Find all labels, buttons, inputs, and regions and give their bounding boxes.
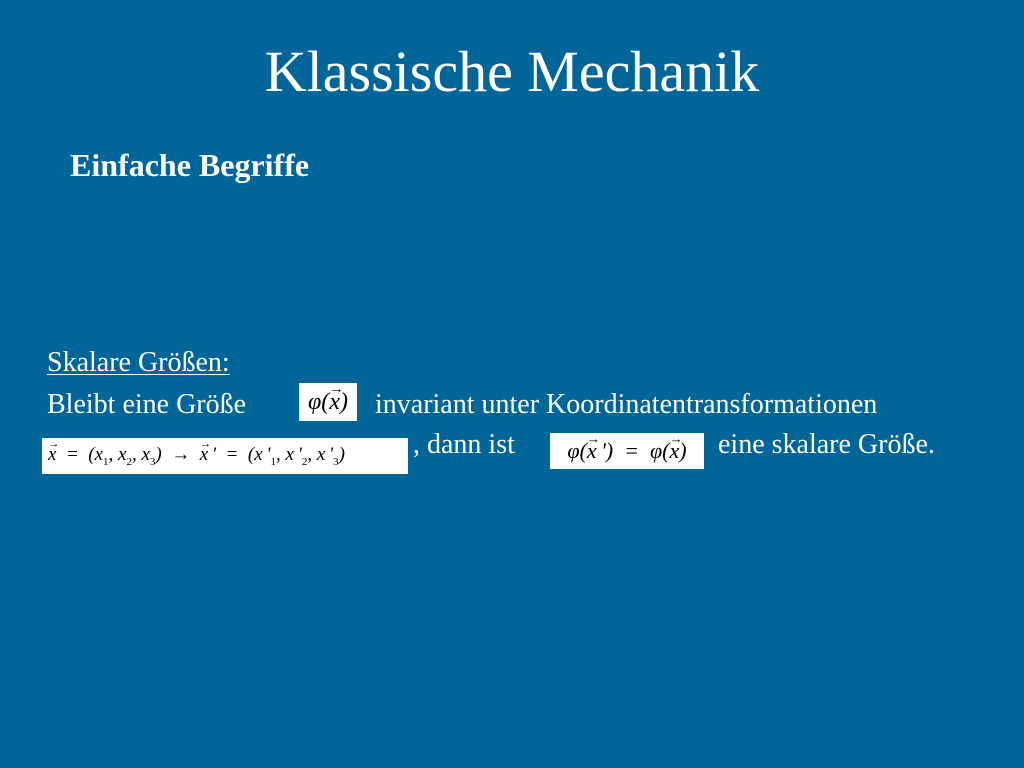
- formula-coordinate-transformation: → $x = (x_1$, $x_2$, $x_3$) → → x ' = (x '$_1$, x '$_2$, x '$_3$): [42, 438, 408, 474]
- line3-suffix-text: eine skalare Größe.: [718, 429, 935, 460]
- slide-title: Klassische Mechanik: [264, 39, 760, 104]
- slide-subtitle: Einfache Begriffe: [70, 147, 310, 183]
- formula-scalar-invariance: φ(→ x ') = φ(→ x): [550, 433, 704, 469]
- section-heading: Skalare Größen:: [47, 347, 230, 378]
- line2-suffix-text: invariant unter Koordinatentransformationen: [375, 389, 878, 420]
- formula-phi-x: φ(→ x): [299, 383, 357, 421]
- line3-middle-text: , dann ist: [413, 429, 515, 460]
- line2-prefix-text: Bleibt eine Größe: [47, 389, 247, 420]
